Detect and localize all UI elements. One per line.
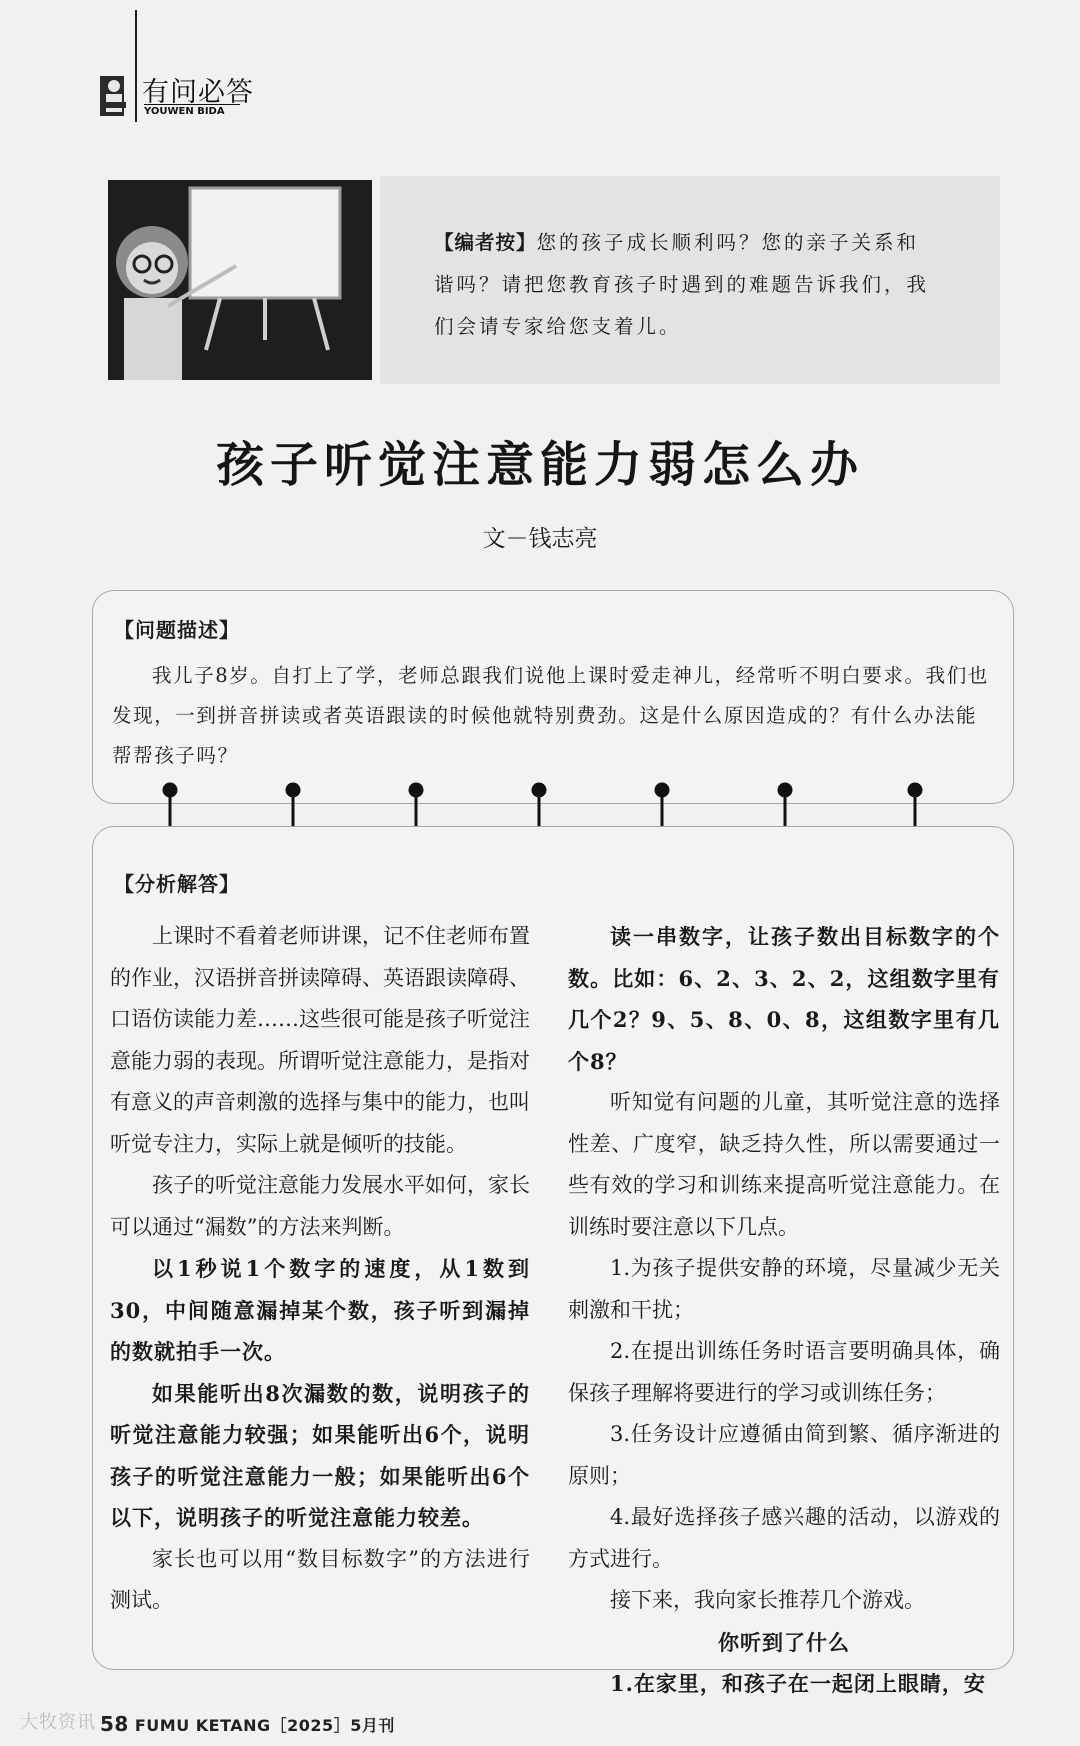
paragraph: 1.在家里，和孩子在一起闭上眼睛，安 [610, 1671, 986, 1696]
answer-label: 【分析解答】 [114, 872, 240, 896]
column-name: 有问必答 [142, 77, 254, 108]
question-text-block [112, 656, 998, 776]
paragraph: 读一串数字，让孩子数出目标数字的个数。比如：6、2、3、2、2，这组数字里有几个2？9、5、8、0、8，这组数字里有几个8？ [568, 924, 1000, 1074]
editor-note-label: 【编者按】 [434, 231, 537, 254]
watermark: 大牧资讯 [20, 1712, 96, 1733]
list-item: 4.最好选择孩子感兴趣的活动，以游戏的方式进行。 [568, 1505, 1000, 1571]
page-number: 58 [100, 1712, 129, 1736]
question-text: 我儿子8岁。自打上了学，老师总跟我们说他上课时爱走神儿，经常听不明白要求。我们也发现，一到拼音拼读或者英语跟读的时候他就特别费劲。这是什么原因造成的？有什么办法能帮帮孩子吗？ [112, 664, 989, 767]
paragraph: 以1秒说1个数字的速度，从1数到30，中间随意漏掉某个数，孩子听到漏掉的数就拍手一次。 [110, 1256, 530, 1364]
paragraph: 上课时不看着老师讲课，记不住老师布置的作业，汉语拼音拼读障碍、英语跟读障碍、口语仿读能力差……这些很可能是孩子听觉注意能力弱的表现。所谓听觉注意能力，是指对有意义的声音刺激的选择与集中的能力，也叫听觉专注力，实际上就是倾听的技能。 [110, 924, 530, 1156]
answer-right-column [568, 916, 1000, 1705]
list-item: 3.任务设计应遵循由简到繁、循序渐进的原则； [568, 1422, 1000, 1488]
list-item: 1.为孩子提供安静的环境，尽量减少无关刺激和干扰； [568, 1256, 1000, 1322]
paragraph: 听知觉有问题的儿童，其听觉注意的选择性差、广度窄，缺乏持久性，所以需要通过一些有效的学习和训练来提高听觉注意能力。在训练时要注意以下几点。 [568, 1090, 1000, 1239]
paragraph: 如果能听出8次漏数的数，说明孩子的听觉注意能力较强；如果能听出6个，说明孩子的听觉注意能力一般；如果能听出6个以下，说明孩子的听觉注意能力较差。 [110, 1380, 530, 1530]
header-rule [135, 10, 137, 122]
answer-left-column [110, 916, 530, 1622]
teacher-at-easel-illustration [108, 180, 372, 380]
article-title: 孩子听觉注意能力弱怎么办 [215, 437, 864, 493]
paragraph: 接下来，我向家长推荐几个游戏。 [610, 1588, 925, 1612]
paragraph: 家长也可以用“数目标数字”的方法进行测试。 [110, 1546, 530, 1612]
column-pinyin: YOUWEN BIDA [144, 104, 240, 117]
paragraph: 孩子的听觉注意能力发展水平如何，家长可以通过“漏数”的方法来判断。 [110, 1173, 530, 1239]
editor-note-text: 您的孩子成长顺利吗？您的亲子关系和谐吗？请把您教育孩子时遇到的难题告诉我们，我们会请专家给您支着儿。 [434, 231, 930, 338]
editor-note [434, 222, 934, 348]
page-footer [100, 1712, 395, 1736]
question-label: 【问题描述】 [114, 618, 240, 642]
list-item: 2.在提出训练任务时语言要明确具体，确保孩子理解将要进行的学习或训练任务； [568, 1339, 1000, 1405]
reading-person-icon [98, 72, 130, 120]
game-subheading: 你听到了什么 [718, 1629, 850, 1655]
article-byline: 文－钱志亮 [482, 526, 598, 552]
journal-name: FUMU KETANG［2025］5月刊 [134, 1716, 395, 1735]
